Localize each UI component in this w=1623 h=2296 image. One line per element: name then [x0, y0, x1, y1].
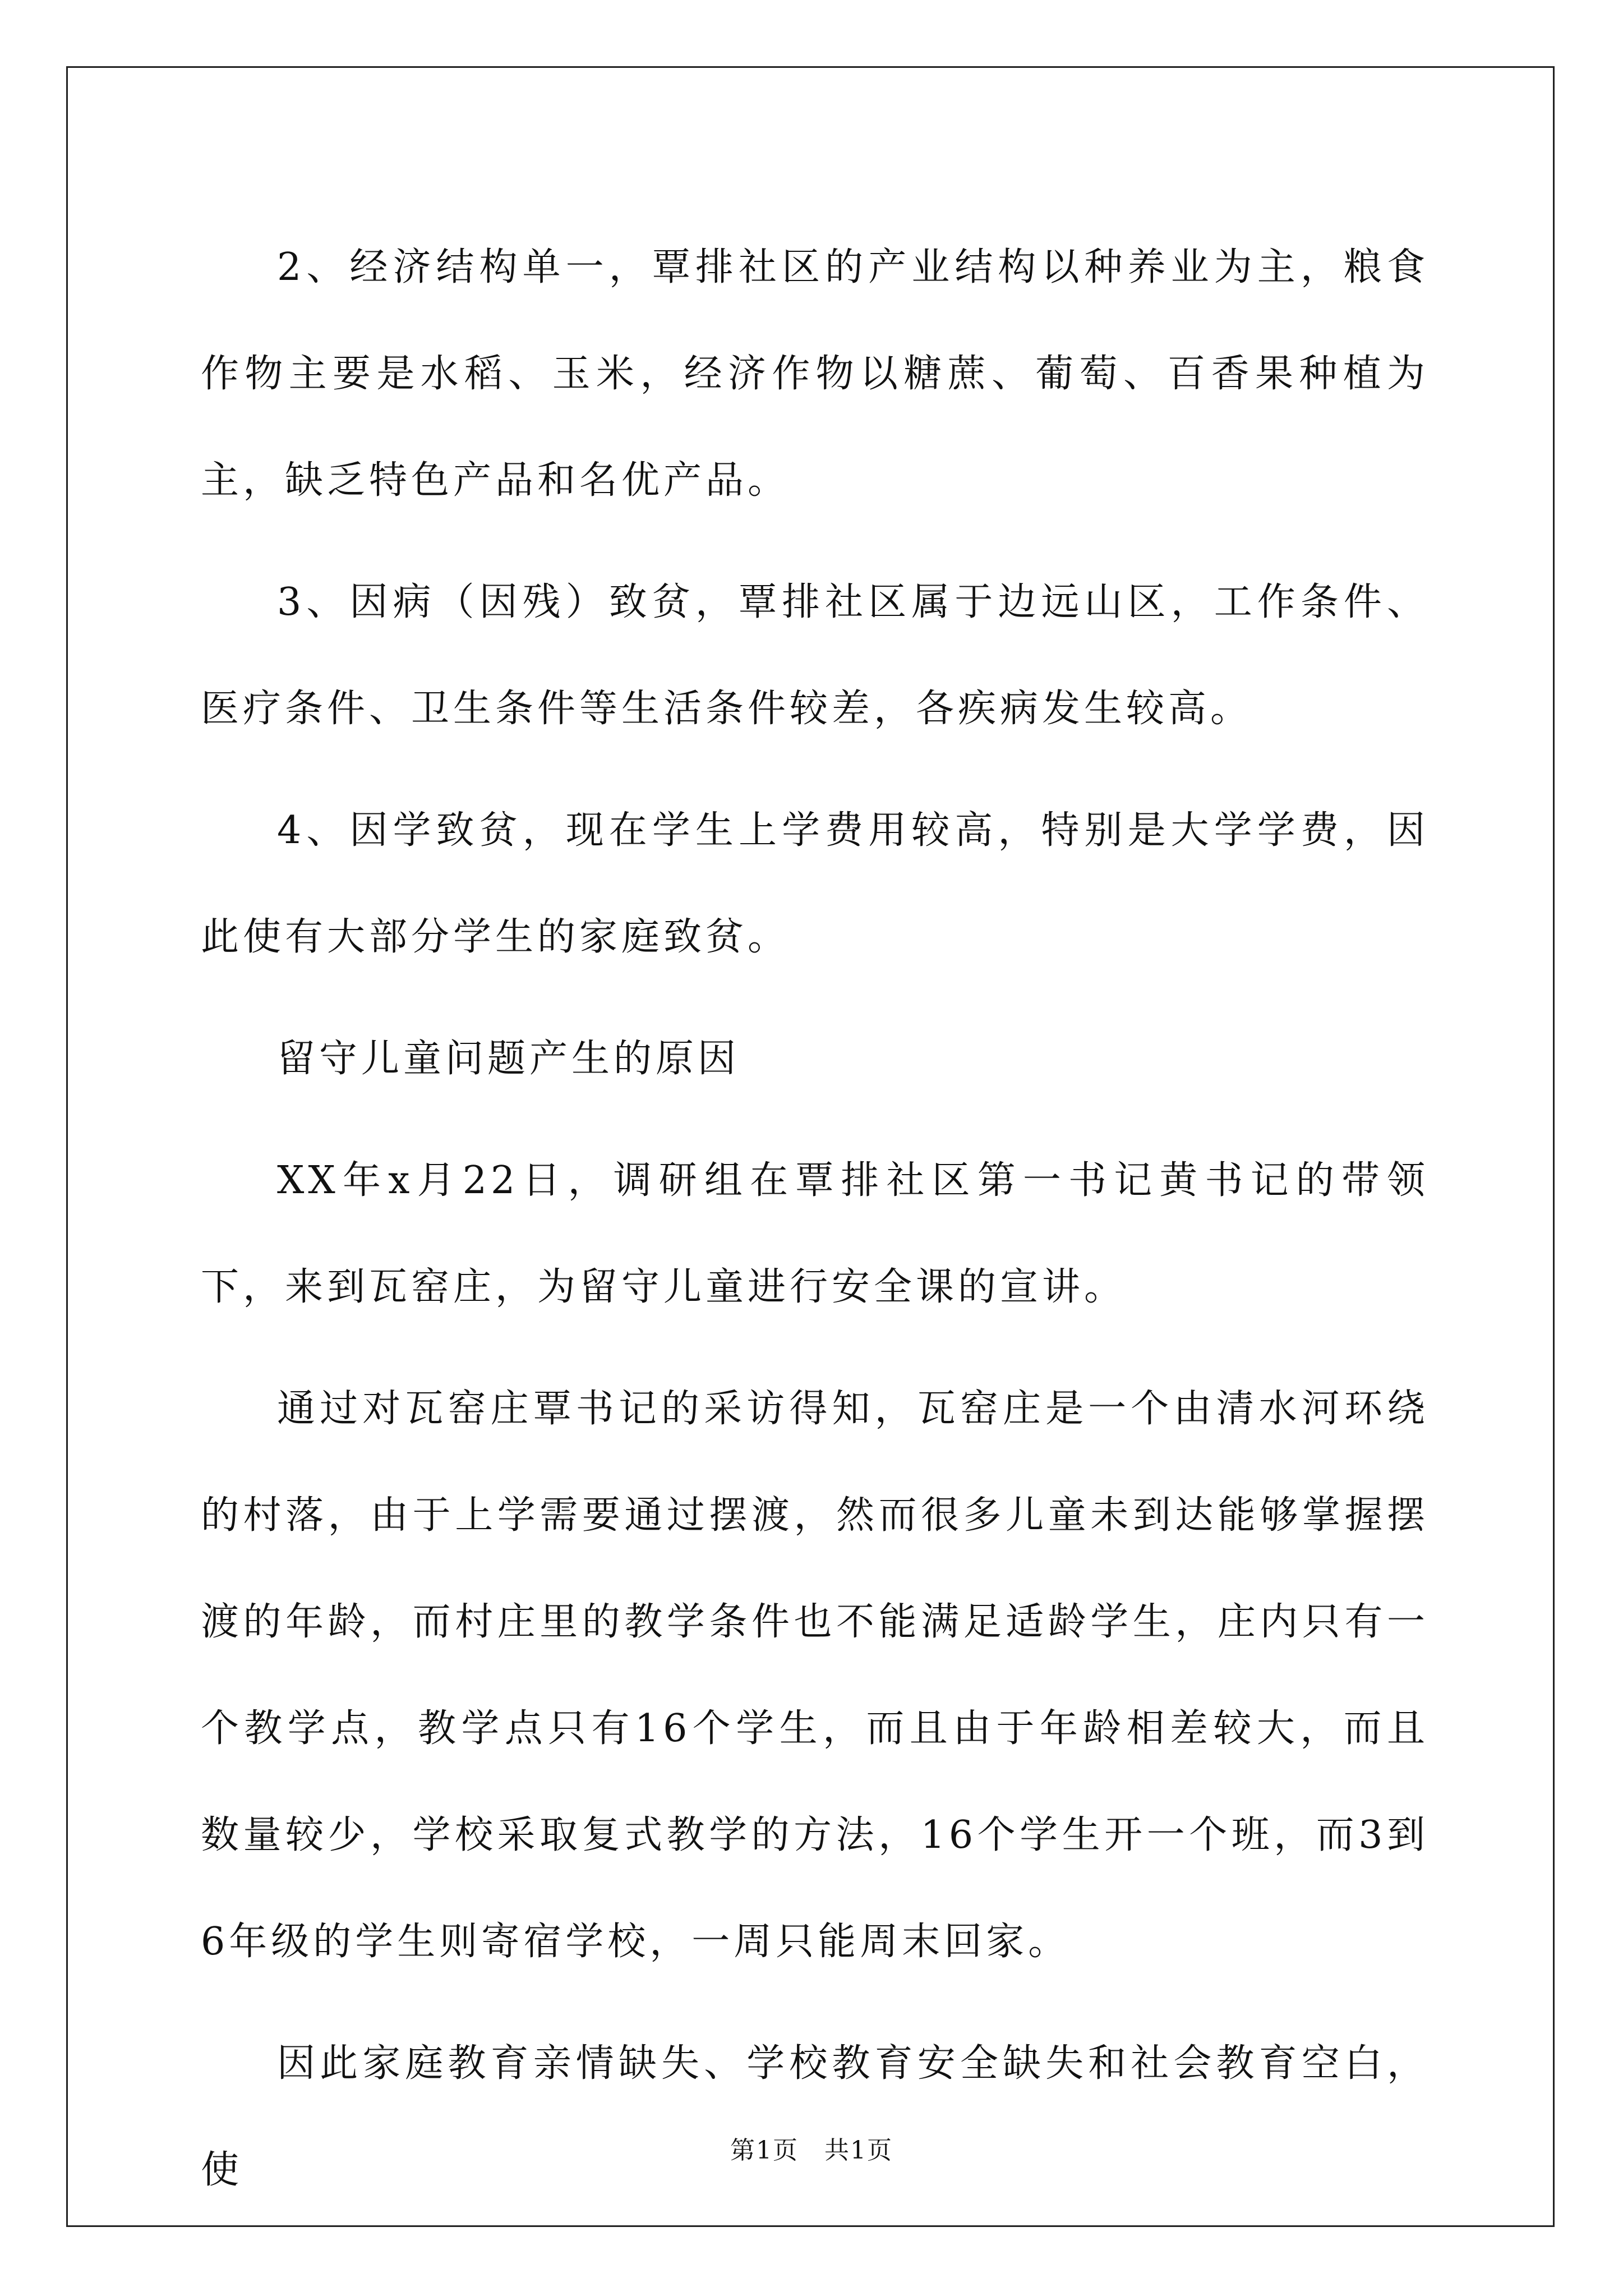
document-body — [201, 214, 1429, 2239]
paragraph-illness-poverty: 3、因病（因残）致贫，覃排社区属于边远山区，工作条件、医疗条件、卫生条件等生活条件较差，各疾病发生较高。 — [201, 580, 1429, 731]
paragraph-economic-structure: 2、经济结构单一，覃排社区的产业结构以种养业为主，粮食作物主要是水稻、玉米，经济作物以糖蔗、葡萄、百香果种植为主，缺乏特色产品和名优产品。 — [201, 245, 1429, 503]
paragraph-interview-findings: 通过对瓦窑庄覃书记的采访得知，瓦窑庄是一个由清水河环绕的村落，由于上学需要通过摆渡，然而很多儿童未到达能够掌握摆渡的年龄，而村庄里的教学条件也不能满足适龄学生，庄内只有一个教学点，教学点只有16个学生，而且由于年龄相差较大，而且数量较少，学校采取复式教学的方法，16个学生开一个班，而3到6年级的学生则寄宿学校，一周只能周末回家。 — [201, 1387, 1429, 1964]
page-footer: 第1页 共1页 — [730, 2136, 893, 2165]
paragraph-education-poverty: 4、因学致贫，现在学生上学费用较高，特别是大学学费，因此使有大部分学生的家庭致贫。 — [201, 808, 1429, 959]
paragraph-field-visit: XX年x月22日，调研组在覃排社区第一书记黄书记的带领下，来到瓦窑庄，为留守儿童进行安全课的宣讲。 — [201, 1158, 1429, 1309]
section-heading-left-behind-children: 留守儿童问题产生的原因 — [277, 1037, 740, 1081]
paragraph-causes-continued: 因此家庭教育亲情缺失、学校教育安全缺失和社会教育空白，使 — [201, 2041, 1429, 2192]
